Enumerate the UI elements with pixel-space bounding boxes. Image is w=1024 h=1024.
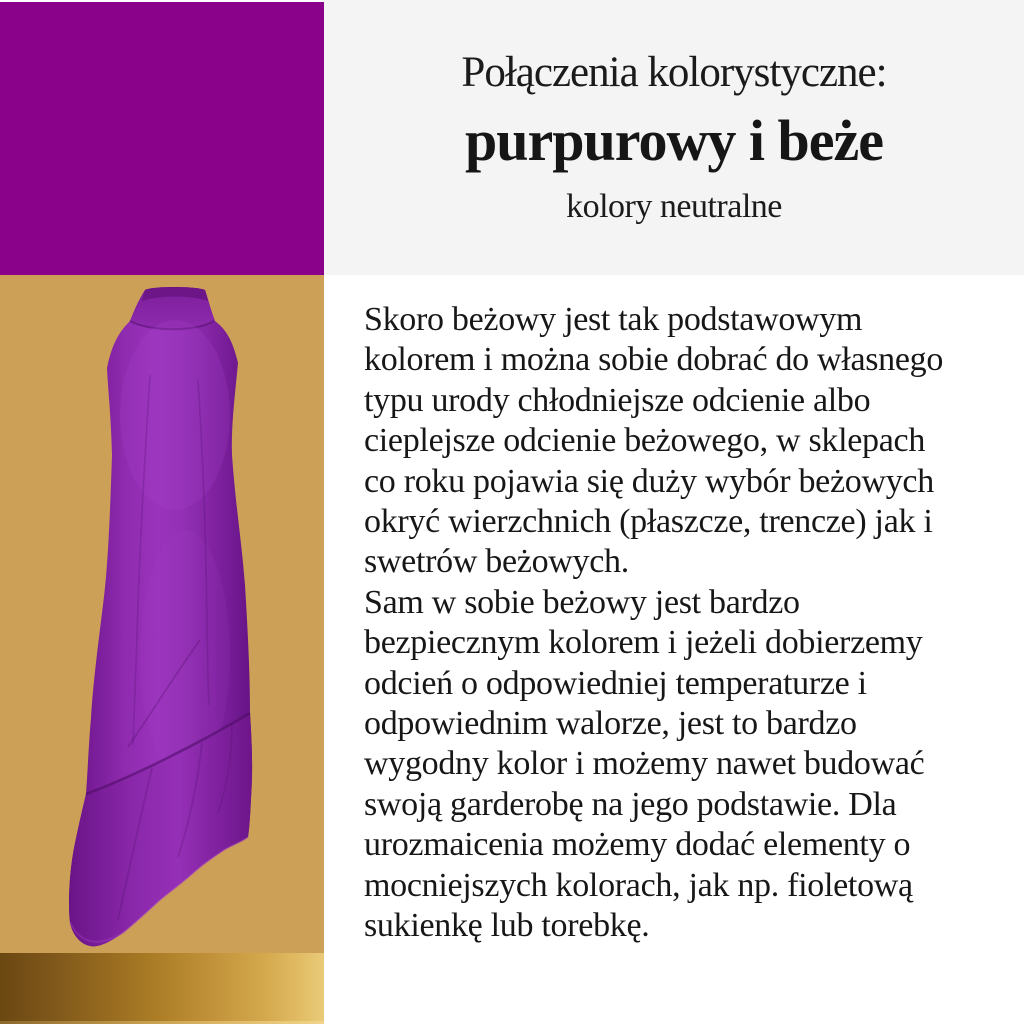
body-text-line: odcień o odpowiedniej temperaturze i	[364, 664, 867, 702]
page-title: purpurowy i beże	[465, 108, 883, 174]
body-text-line: Sam w sobie beżowy jest bardzo	[364, 583, 800, 621]
body-text	[364, 300, 1024, 947]
beige-background-panel	[0, 275, 324, 1024]
body-text-line: wygodny kolor i możemy nawet budować	[364, 745, 925, 783]
body-text-line: urozmaicenia możemy dodać elementy o	[364, 826, 911, 864]
body-text-line: co roku pojawia się duży wybór beżowych	[364, 462, 934, 500]
body-text-line: mocniejszych kolorach, jak np. fioletową	[364, 866, 913, 904]
title-kicker: Połączenia kolorystyczne:	[461, 49, 887, 96]
body-text-line: bezpiecznym kolorem i jeżeli dobierzemy	[364, 624, 923, 662]
body-text-line: swetrów beżowych.	[364, 543, 629, 581]
body-text-line: Skoro beżowy jest tak podstawowym	[364, 301, 863, 338]
title-block	[324, 0, 1024, 275]
body-text-line: swoją garderobę na jego podstawie. Dla	[364, 785, 897, 823]
purple-dress-image	[0, 275, 324, 953]
body-text-line: sukienkę lub torebkę.	[364, 907, 650, 945]
subtitle: kolory neutralne	[566, 188, 782, 226]
body-text-line: odpowiednim walorze, jest to bardzo	[364, 705, 857, 743]
body-text-line: cieplejsze odcienie beżowego, w sklepach	[364, 422, 926, 460]
purple-color-swatch	[0, 2, 324, 275]
body-text-line: okryć wierzchnich (płaszcze, trencze) jak i	[364, 503, 933, 541]
body-text-line: typu urody chłodniejsze odcienie albo	[364, 381, 871, 419]
body-text-line: kolorem i można sobie dobrać do własnego	[364, 341, 944, 379]
gold-gradient-strip	[0, 953, 324, 1024]
